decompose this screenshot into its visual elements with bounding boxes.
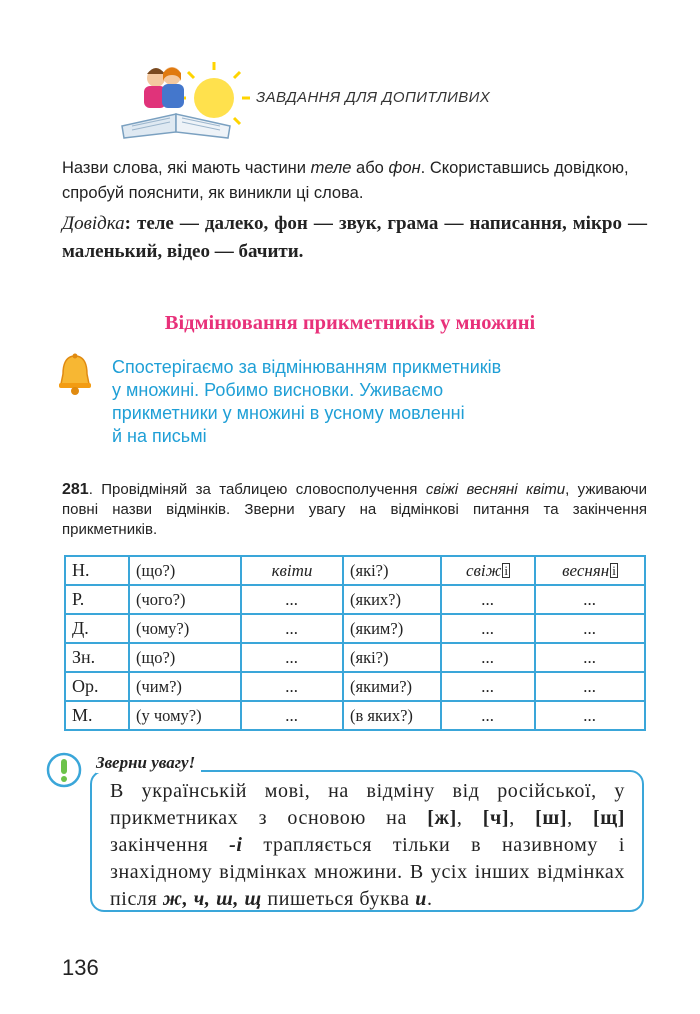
adjective-question: (в яких?) (343, 701, 441, 730)
case-label: Зн. (65, 643, 129, 672)
adjective1-form: ... (441, 701, 535, 730)
page-number: 136 (62, 955, 99, 980)
adjective-question: (яким?) (343, 614, 441, 643)
reference-label: Довідка (62, 213, 125, 234)
bell-icon (55, 352, 95, 396)
noun-form: ... (241, 701, 343, 730)
adjective2-form: ... (535, 672, 645, 701)
attention-text: В українській мові, на відміну від російської, у прикметниках з основою на [ж], [ч], [ш], [щ] закінчення -і трапляється тільки в називному і знахідному відмінках множини. В усіх інших відмінках після ж, ч, ш, щ пишеться буква и. (110, 780, 625, 910)
noun-question: (що?) (129, 643, 241, 672)
word-fon: фон (388, 159, 421, 177)
lesson-goals: Спостерігаємо за відмінюванням прикметників у множині. Робимо висновки. Уживаємо прикметники у множині в усному мовленні й на письмі (112, 357, 502, 446)
declension-table (64, 555, 646, 731)
noun-question: (що?) (129, 556, 241, 585)
table-row (65, 556, 645, 585)
case-label: Н. (65, 556, 129, 585)
adjective2-form: ... (535, 643, 645, 672)
noun-question: (чому?) (129, 614, 241, 643)
adjective1-form: ... (441, 672, 535, 701)
noun-question: (у чому?) (129, 701, 241, 730)
case-label: Р. (65, 585, 129, 614)
table-row (65, 672, 645, 701)
adjective-question: (які?) (343, 643, 441, 672)
adjective1-form: свіж і (441, 556, 535, 585)
curious-tasks-heading: ЗАВДАННЯ ДЛЯ ДОПИТЛИВИХ (256, 89, 491, 106)
noun-question: (чим?) (129, 672, 241, 701)
exercise-281: 281. Провідміняй за таблицею словосполучення свіжі весняні квіти, уживаючи повні назви відмінків. Зверни увагу на відмінкові питання та закінчення прикметників. (62, 481, 647, 538)
table-row (65, 701, 645, 730)
adjective2-form: веснян і (535, 556, 645, 585)
adjective2-form: ... (535, 614, 645, 643)
adjective1-form: ... (441, 614, 535, 643)
noun-form: ... (241, 585, 343, 614)
adjective-question: (якими?) (343, 672, 441, 701)
adjective1-form: ... (441, 643, 535, 672)
adjective-question: (яких?) (343, 585, 441, 614)
table-row (65, 643, 645, 672)
reading-kids-icon (116, 56, 256, 140)
word-tele: теле (310, 159, 352, 177)
table-row (65, 585, 645, 614)
case-label: Д. (65, 614, 129, 643)
exclamation-icon (46, 752, 82, 788)
section-title: Відмінювання прикметників у множині (164, 312, 536, 334)
reference-hint: Довідка: теле — далеко, фон — звук, грама — написання, мікро — маленький, відео — бачити. (62, 213, 647, 262)
exercise-phrase: свіжі весняні квіти (425, 481, 566, 498)
attention-heading: Зверни увагу! (96, 753, 201, 773)
noun-form: ... (241, 614, 343, 643)
exercise-number: 281 (62, 481, 89, 498)
case-label: М. (65, 701, 129, 730)
noun-form: квіти (241, 556, 343, 585)
table-row (65, 614, 645, 643)
curious-task-text: Назви слова, які мають частини теле або фон. Скориставшись довідкою, спробуй пояснити, як виникли ці слова. (62, 159, 629, 202)
adjective-question: (які?) (343, 556, 441, 585)
case-label: Ор. (65, 672, 129, 701)
adjective1-form: ... (441, 585, 535, 614)
adjective2-form: ... (535, 585, 645, 614)
noun-form: ... (241, 643, 343, 672)
noun-question: (чого?) (129, 585, 241, 614)
adjective2-form: ... (535, 701, 645, 730)
noun-form: ... (241, 672, 343, 701)
